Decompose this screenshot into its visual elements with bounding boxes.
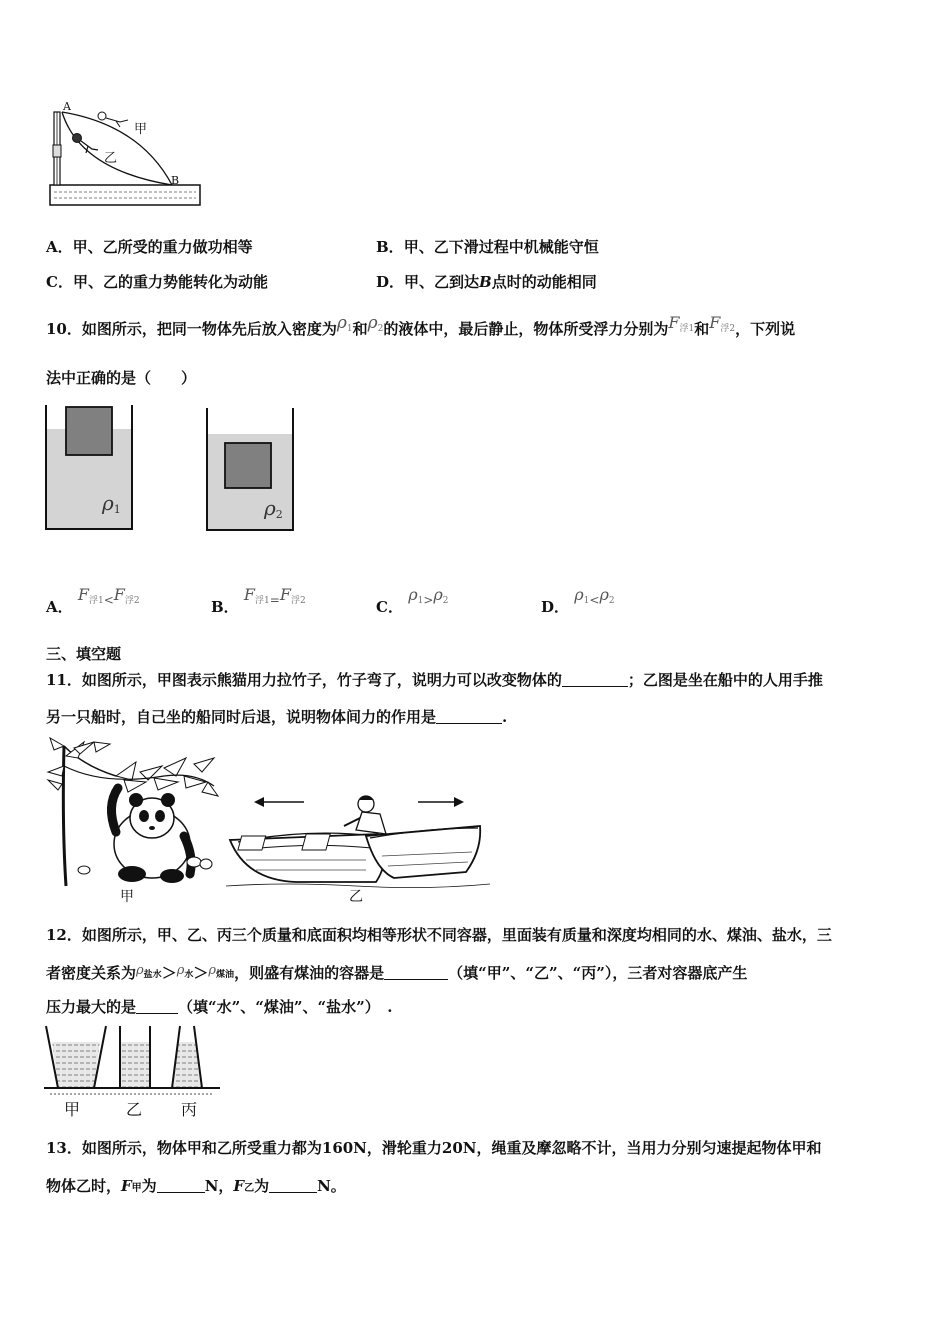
q10-f2 bbox=[709, 313, 735, 332]
beaker-1-rho bbox=[102, 491, 121, 516]
container-caption-bing: 丙 bbox=[181, 1100, 198, 1119]
rho-symbol: ρ bbox=[102, 491, 114, 515]
q13-line2 bbox=[46, 1175, 346, 1196]
unit-2: N。 bbox=[317, 1177, 346, 1195]
rho1-sub: 1 bbox=[417, 596, 424, 606]
rho-symbol: ρ bbox=[574, 585, 584, 604]
container-caption-jia: 甲 bbox=[64, 1100, 81, 1119]
caption-jia: 甲 bbox=[120, 889, 134, 905]
q10-option-a-expr bbox=[77, 585, 140, 607]
q12-blank-2[interactable] bbox=[136, 999, 178, 1014]
f-yi-sub: 乙 bbox=[244, 1183, 255, 1194]
q10-text-c: 的液体中，最后静止，物体所受浮力分别为 bbox=[383, 320, 669, 338]
rho1-sub: 1 bbox=[583, 596, 590, 606]
relation: < bbox=[103, 593, 114, 607]
panda-figure bbox=[44, 736, 219, 886]
f2-sub: 浮2 bbox=[290, 596, 306, 606]
q10-option-c-key: C． bbox=[376, 598, 403, 616]
q10-option-b bbox=[211, 585, 306, 617]
q11-text-b: ；乙图是坐在船中的人用手推 bbox=[627, 671, 823, 689]
section-title: 三、填空题 bbox=[46, 645, 122, 663]
q9-option-a-key: A． bbox=[46, 238, 73, 256]
q12-p-kero bbox=[208, 963, 234, 978]
f-jia-sub: 甲 bbox=[131, 1183, 142, 1194]
q12-p-salt bbox=[136, 963, 162, 978]
q10-rho1 bbox=[337, 313, 353, 333]
q10-option-c bbox=[376, 585, 449, 617]
p-symbol: ρ bbox=[136, 963, 144, 978]
q12-blank-1[interactable] bbox=[384, 965, 448, 980]
q10-rho2 bbox=[368, 313, 384, 333]
containers-figure bbox=[44, 1024, 220, 1098]
kero-sub: 煤油 bbox=[216, 970, 235, 980]
q9-option-d-text1: 甲、乙到达 bbox=[404, 273, 480, 291]
f-symbol: F bbox=[233, 1177, 245, 1195]
q10-text-b: 和 bbox=[352, 320, 368, 338]
label-yi: 乙 bbox=[104, 151, 118, 166]
q11-text-c: 另一只船时，自己坐的船同时后退，说明物体间力的作用是 bbox=[46, 708, 437, 726]
q10-option-b-expr bbox=[243, 585, 306, 607]
q10-text-e: ，下列说 bbox=[735, 320, 796, 338]
beaker-2-rho bbox=[264, 496, 283, 521]
q9-option-b-text: 甲、乙下滑过程中机械能守恒 bbox=[403, 238, 599, 256]
relation: = bbox=[269, 593, 280, 607]
q10-option-a-key: A． bbox=[46, 598, 73, 616]
unit-1: N， bbox=[204, 1177, 234, 1195]
f-symbol: F bbox=[709, 313, 721, 332]
q13-line1: 13．如图所示，物体甲和乙所受重力都为160N，滑轮重力20N，绳重及摩忽略不计，当用力分别匀速提起物体甲和 bbox=[46, 1139, 822, 1157]
q9-option-a bbox=[46, 236, 253, 257]
q10-text-a: 10．如图所示，把同一物体先后放入密度为 bbox=[46, 320, 337, 338]
q10-text-d: 和 bbox=[694, 320, 710, 338]
q9-option-d-key: D． bbox=[376, 273, 405, 291]
f-symbol: F bbox=[121, 1177, 132, 1195]
rho-symbol: ρ bbox=[336, 313, 347, 333]
salt-sub: 盐水 bbox=[143, 970, 162, 980]
q13-blank-2[interactable] bbox=[269, 1178, 317, 1193]
beaker-2 bbox=[205, 406, 297, 534]
q12-line1: 12．如图所示，甲、乙、丙三个质量和底面积均相等形状不同容器，里面装有质量和深度均相同的水、煤油、盐水，三 bbox=[46, 926, 832, 944]
rho-symbol: ρ bbox=[264, 496, 276, 520]
label-a: A bbox=[63, 100, 71, 113]
water-sub: 水 bbox=[184, 970, 194, 980]
p-symbol: ρ bbox=[208, 963, 217, 978]
wei-1: 为 bbox=[141, 1177, 157, 1195]
q10-option-d bbox=[541, 585, 615, 617]
rho2-sub: 2 bbox=[608, 596, 615, 606]
q11-line2 bbox=[46, 706, 507, 727]
q9-option-a-text: 甲、乙所受的重力做功相等 bbox=[72, 238, 253, 256]
label-jia: 甲 bbox=[134, 122, 148, 137]
q12-text-e: （填“水”、“煤油”、“盐水”） . bbox=[178, 998, 393, 1016]
q12-p-water bbox=[177, 963, 194, 978]
p-symbol: ρ bbox=[176, 963, 185, 978]
relation: > bbox=[423, 593, 434, 607]
q11-text-d: . bbox=[502, 708, 508, 726]
container-caption-yi: 乙 bbox=[126, 1100, 143, 1119]
q11-line1 bbox=[46, 669, 823, 690]
q10-line2: 法中正确的是（ ） bbox=[46, 369, 197, 387]
caption-yi: 乙 bbox=[349, 889, 363, 905]
rho-symbol: ρ bbox=[433, 585, 443, 604]
q12-line3 bbox=[46, 996, 393, 1017]
q12-text-d: 压力最大的是 bbox=[46, 998, 137, 1016]
wei-2: 为 bbox=[254, 1177, 270, 1195]
q9-option-d bbox=[376, 271, 597, 292]
q13-f-yi bbox=[233, 1177, 244, 1195]
q13-blank-1[interactable] bbox=[157, 1178, 205, 1193]
q13-f-jia bbox=[121, 1177, 132, 1195]
f1-sub: 浮1 bbox=[255, 596, 270, 606]
q9-option-b-key: B． bbox=[376, 238, 404, 256]
q10-option-b-key: B． bbox=[211, 598, 239, 616]
q9-option-c-text: 甲、乙的重力势能转化为动能 bbox=[72, 273, 268, 291]
q10-option-a bbox=[46, 585, 140, 617]
f-symbol: F bbox=[113, 585, 125, 604]
f-symbol: F bbox=[668, 313, 680, 332]
slope-figure bbox=[40, 100, 210, 210]
gt-1: ＞ bbox=[161, 964, 177, 982]
rho-symbol: ρ bbox=[599, 585, 609, 604]
f-symbol: F bbox=[77, 585, 89, 604]
q9-option-d-var: B bbox=[479, 273, 492, 291]
q11-blank-2[interactable] bbox=[436, 709, 502, 724]
rho-sub: 2 bbox=[275, 508, 283, 521]
f1-sub: 浮1 bbox=[679, 324, 695, 334]
gt-2: ＞ bbox=[193, 964, 209, 982]
q12-text-a: 者密度关系为 bbox=[46, 964, 137, 982]
rho-sub: 1 bbox=[113, 503, 121, 516]
q13-text-a: 物体乙时， bbox=[46, 1177, 122, 1195]
q9-option-b bbox=[376, 236, 599, 257]
q12-text-b: ，则盛有煤油的容器是 bbox=[234, 964, 385, 982]
q10-option-d-expr bbox=[574, 585, 615, 607]
rho-symbol: ρ bbox=[408, 585, 418, 604]
f2-sub: 浮2 bbox=[720, 324, 736, 334]
q10-f1 bbox=[668, 313, 694, 332]
rho2-sub: 2 bbox=[442, 596, 449, 606]
rho-symbol: ρ bbox=[367, 313, 378, 333]
q10-option-c-expr bbox=[408, 585, 449, 607]
q12-line2 bbox=[46, 962, 747, 983]
rho1-sub: 1 bbox=[346, 324, 353, 334]
beaker-1 bbox=[44, 403, 136, 533]
boat-figure bbox=[226, 790, 490, 890]
rho2-sub: 2 bbox=[377, 324, 384, 334]
label-b: B bbox=[171, 174, 180, 187]
f-symbol: F bbox=[279, 585, 291, 604]
q9-option-d-text2: 点时的动能相同 bbox=[491, 273, 597, 291]
q11-text-a: 11．如图所示，甲图表示熊猫用力拉竹子，竹子弯了，说明力可以改变物体的 bbox=[46, 671, 562, 689]
q10-line1 bbox=[46, 313, 795, 339]
q9-option-c bbox=[46, 271, 268, 292]
q10-option-d-key: D． bbox=[541, 598, 570, 616]
q9-option-c-key: C． bbox=[46, 273, 73, 291]
f-symbol: F bbox=[243, 585, 256, 604]
q11-blank-1[interactable] bbox=[562, 672, 628, 687]
relation: < bbox=[589, 593, 600, 607]
f2-sub: 浮2 bbox=[124, 596, 140, 606]
q12-text-c: （填“甲”、“乙”、“丙”），三者对容器底产生 bbox=[448, 964, 748, 982]
f1-sub: 浮1 bbox=[88, 596, 104, 606]
